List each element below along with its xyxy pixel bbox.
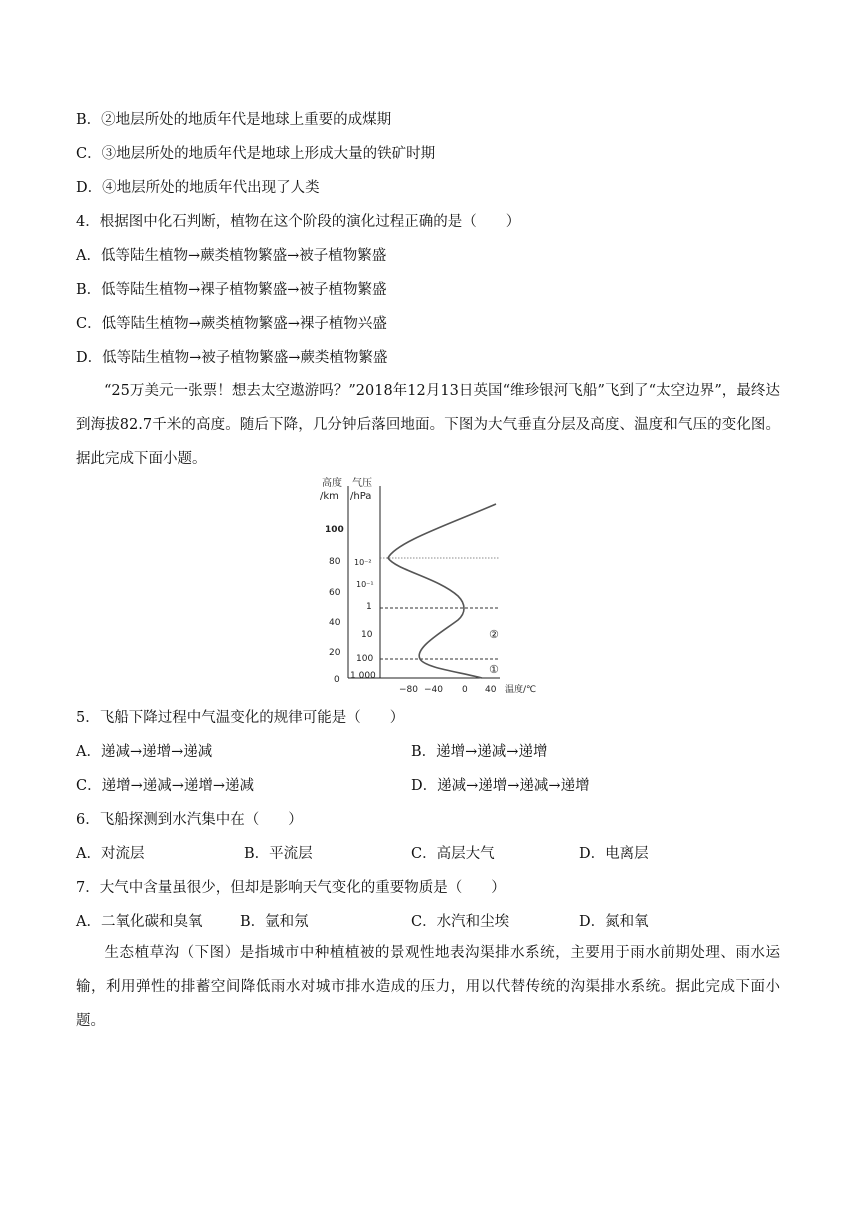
temperature-profile-curve xyxy=(388,504,496,678)
height-tick-80: 80 xyxy=(329,557,341,567)
q6-stem: 6．飞船探测到水汽集中在（ ） xyxy=(76,812,303,828)
temp-tick-0: 0 xyxy=(462,685,468,695)
passage-space-tourism-text: “25万美元一张票！想去太空遨游吗？”2018年12月13日英国“维珍银河飞船”飞到了“太空边界”，最终达到海拔82.7千米的高度。随后下降，几分钟后落回地面。下图为大气垂直分层及高度、温度和气压的变化图。据此完成下面小题。 xyxy=(76,383,780,467)
passage-grass-swale xyxy=(76,936,780,1038)
ylabel-height: 高度 xyxy=(322,478,342,489)
ylabel-pressure-unit: /hPa xyxy=(350,491,372,502)
q4-option-d: D．低等陆生植物→被子植物繁盛→蕨类植物繁盛 xyxy=(76,350,388,366)
pressure-tick-100: 100 xyxy=(356,654,374,664)
passage-space-tourism xyxy=(76,374,780,476)
pressure-tick-1000: 1 000 xyxy=(350,671,376,681)
layer-label-2: ② xyxy=(489,628,499,641)
ylabel-height-unit: /km xyxy=(320,491,339,502)
q5-option-c: C．递增→递减→递增→递减 xyxy=(76,778,255,794)
q7-option-c: C．水汽和尘埃 xyxy=(411,914,510,930)
height-tick-100: 100 xyxy=(325,525,344,535)
q7-option-a: A．二氧化碳和臭氧 xyxy=(76,914,203,930)
q4-stem: 4．根据图中化石判断，植物在这个阶段的演化过程正确的是（ ） xyxy=(76,214,521,230)
atmosphere-vertical-structure-figure xyxy=(300,472,560,700)
q6-option-a: A．对流层 xyxy=(76,846,145,862)
q7-option-b: B．氩和氖 xyxy=(240,914,309,930)
q5-option-d: D．递减→递增→递减→递增 xyxy=(411,778,590,794)
q3-option-c: C．③地层所处的地质年代是地球上形成大量的铁矿时期 xyxy=(76,146,436,162)
q7-stem: 7．大气中含量虽很少，但却是影响天气变化的重要物质是（ ） xyxy=(76,880,506,896)
passage-grass-swale-text: 生态植草沟（下图）是指城市中种植植被的景观性地表沟渠排水系统，主要用于雨水前期处理、雨水运输，利用弹性的排蓄空间降低雨水对城市排水造成的压力，用以代替传统的沟渠排水系统。据此完成下面小题。 xyxy=(76,945,780,1029)
q4-option-a: A．低等陆生植物→蕨类植物繁盛→被子植物繁盛 xyxy=(76,248,387,264)
q3-option-b: B．②地层所处的地质年代是地球上重要的成煤期 xyxy=(76,112,392,128)
xlabel-temperature: 温度/℃ xyxy=(505,685,537,695)
height-tick-40: 40 xyxy=(329,618,341,628)
q4-option-b: B．低等陆生植物→裸子植物繁盛→被子植物繁盛 xyxy=(76,282,387,298)
q6-option-c: C．高层大气 xyxy=(411,846,495,862)
q4-option-c: C．低等陆生植物→蕨类植物繁盛→裸子植物兴盛 xyxy=(76,316,387,332)
q5-option-a: A．递减→递增→递减 xyxy=(76,744,213,760)
pressure-tick-10: 10 xyxy=(361,630,373,640)
q7-option-d: D．氮和氧 xyxy=(579,914,649,930)
pressure-tick-1e-2: 10⁻² xyxy=(354,558,372,567)
pressure-tick-1e-1: 10⁻¹ xyxy=(356,580,374,589)
height-tick-20: 20 xyxy=(329,648,341,658)
temp-tick-40: 40 xyxy=(485,685,497,695)
q3-option-d: D．④地层所处的地质年代出现了人类 xyxy=(76,180,320,196)
pressure-tick-1: 1 xyxy=(366,602,372,612)
height-tick-60: 60 xyxy=(329,588,341,598)
q5-stem: 5．飞船下降过程中气温变化的规律可能是（ ） xyxy=(76,710,405,726)
q5-option-b: B．递增→递减→递增 xyxy=(411,744,548,760)
temp-tick-minus80: −80 xyxy=(399,685,418,695)
height-tick-0: 0 xyxy=(334,675,340,685)
temp-tick-minus40: −40 xyxy=(424,685,443,695)
ylabel-pressure: 气压 xyxy=(352,478,372,489)
q6-option-d: D．电离层 xyxy=(579,846,649,862)
layer-label-1: ① xyxy=(489,663,499,676)
q6-option-b: B．平流层 xyxy=(244,846,313,862)
